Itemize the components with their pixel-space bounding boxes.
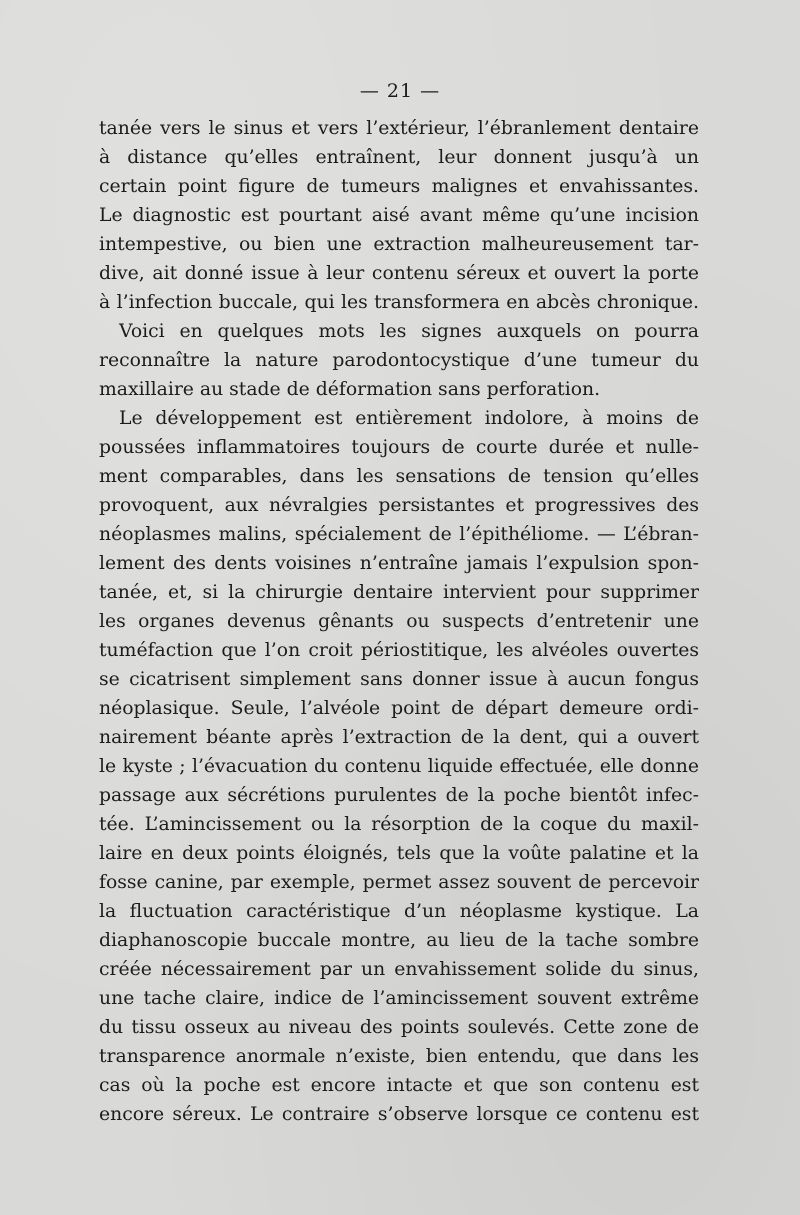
text-line: dive, ait donné issue à leur contenu séreux et ouvert la porte <box>99 263 699 284</box>
text-line: néoplasique. Seule, l’alvéole point de départ demeure ordi- <box>99 698 699 719</box>
text-line: certain point figure de tumeurs malignes et envahissantes. <box>99 176 699 197</box>
text-line: se cicatrisent simplement sans donner issue à aucun fongus <box>99 669 699 690</box>
text-line: cas où la poche est encore intacte et que son contenu est <box>99 1075 699 1096</box>
text-line: diaphanoscopie buccale montre, au lieu de la tache sombre <box>99 930 699 951</box>
text-line: à distance qu’elles entraînent, leur donnent jusqu’à un <box>99 147 699 168</box>
text-line: tanée vers le sinus et vers l’extérieur, l’ébranlement dentaire <box>99 118 699 139</box>
text-line: Voici en quelques mots les signes auxquels on pourra <box>119 321 699 342</box>
text-line: intempestive, ou bien une extraction malheureusement tar- <box>99 234 699 255</box>
page-number: — 21 — <box>359 80 441 102</box>
text-line: encore séreux. Le contraire s’observe lorsque ce contenu est <box>99 1104 699 1125</box>
text-line: Le diagnostic est pourtant aisé avant même qu’une incision <box>99 205 699 226</box>
text-line: à l’infection buccale, qui les transformera en abcès chronique. <box>99 292 699 313</box>
text-line: du tissu osseux au niveau des points soulevés. Cette zone de <box>99 1017 699 1038</box>
text-line: tée. L’amincissement ou la résorption de la coque du maxil- <box>99 814 699 835</box>
text-line: reconnaître la nature parodontocystique d’une tumeur du <box>99 350 699 371</box>
text-line: néoplasmes malins, spécialement de l’épithéliome. — L’ébran- <box>99 524 699 545</box>
text-line: provoquent, aux névralgies persistantes et progressives des <box>99 495 699 516</box>
text-line: les organes devenus gênants ou suspects d’entretenir une <box>99 611 699 632</box>
text-line: laire en deux points éloignés, tels que la voûte palatine et la <box>99 843 699 864</box>
text-line: nairement béante après l’extraction de la dent, qui a ouvert <box>99 727 699 748</box>
text-line: maxillaire au stade de déformation sans perforation. <box>99 379 601 400</box>
text-line: passage aux sécrétions purulentes de la poche bientôt infec- <box>99 785 699 806</box>
text-line: tanée, et, si la chirurgie dentaire intervient pour supprimer <box>99 582 699 603</box>
text-line: Le développement est entièrement indolore, à moins de <box>119 408 699 429</box>
text-line: tuméfaction que l’on croit périostitique, les alvéoles ouvertes <box>99 640 699 661</box>
text-line: ment comparables, dans les sensations de tension qu’elles <box>99 466 699 487</box>
text-line: la fluctuation caractéristique d’un néoplasme kystique. La <box>99 901 699 922</box>
text-line: créée nécessairement par un envahissement solide du sinus, <box>99 959 699 980</box>
text-line: le kyste ; l’évacuation du contenu liquide effectuée, elle donne <box>99 756 699 777</box>
text-line: une tache claire, indice de l’amincissement souvent extrême <box>99 988 699 1009</box>
text-line: fosse canine, par exemple, permet assez souvent de percevoir <box>99 872 699 893</box>
text-line: transparence anormale n’existe, bien entendu, que dans les <box>99 1046 699 1067</box>
text-line: lement des dents voisines n’entraîne jamais l’expulsion spon- <box>99 553 699 574</box>
body-text <box>99 114 699 1129</box>
text-line: poussées inflammatoires toujours de courte durée et nulle- <box>99 437 699 458</box>
